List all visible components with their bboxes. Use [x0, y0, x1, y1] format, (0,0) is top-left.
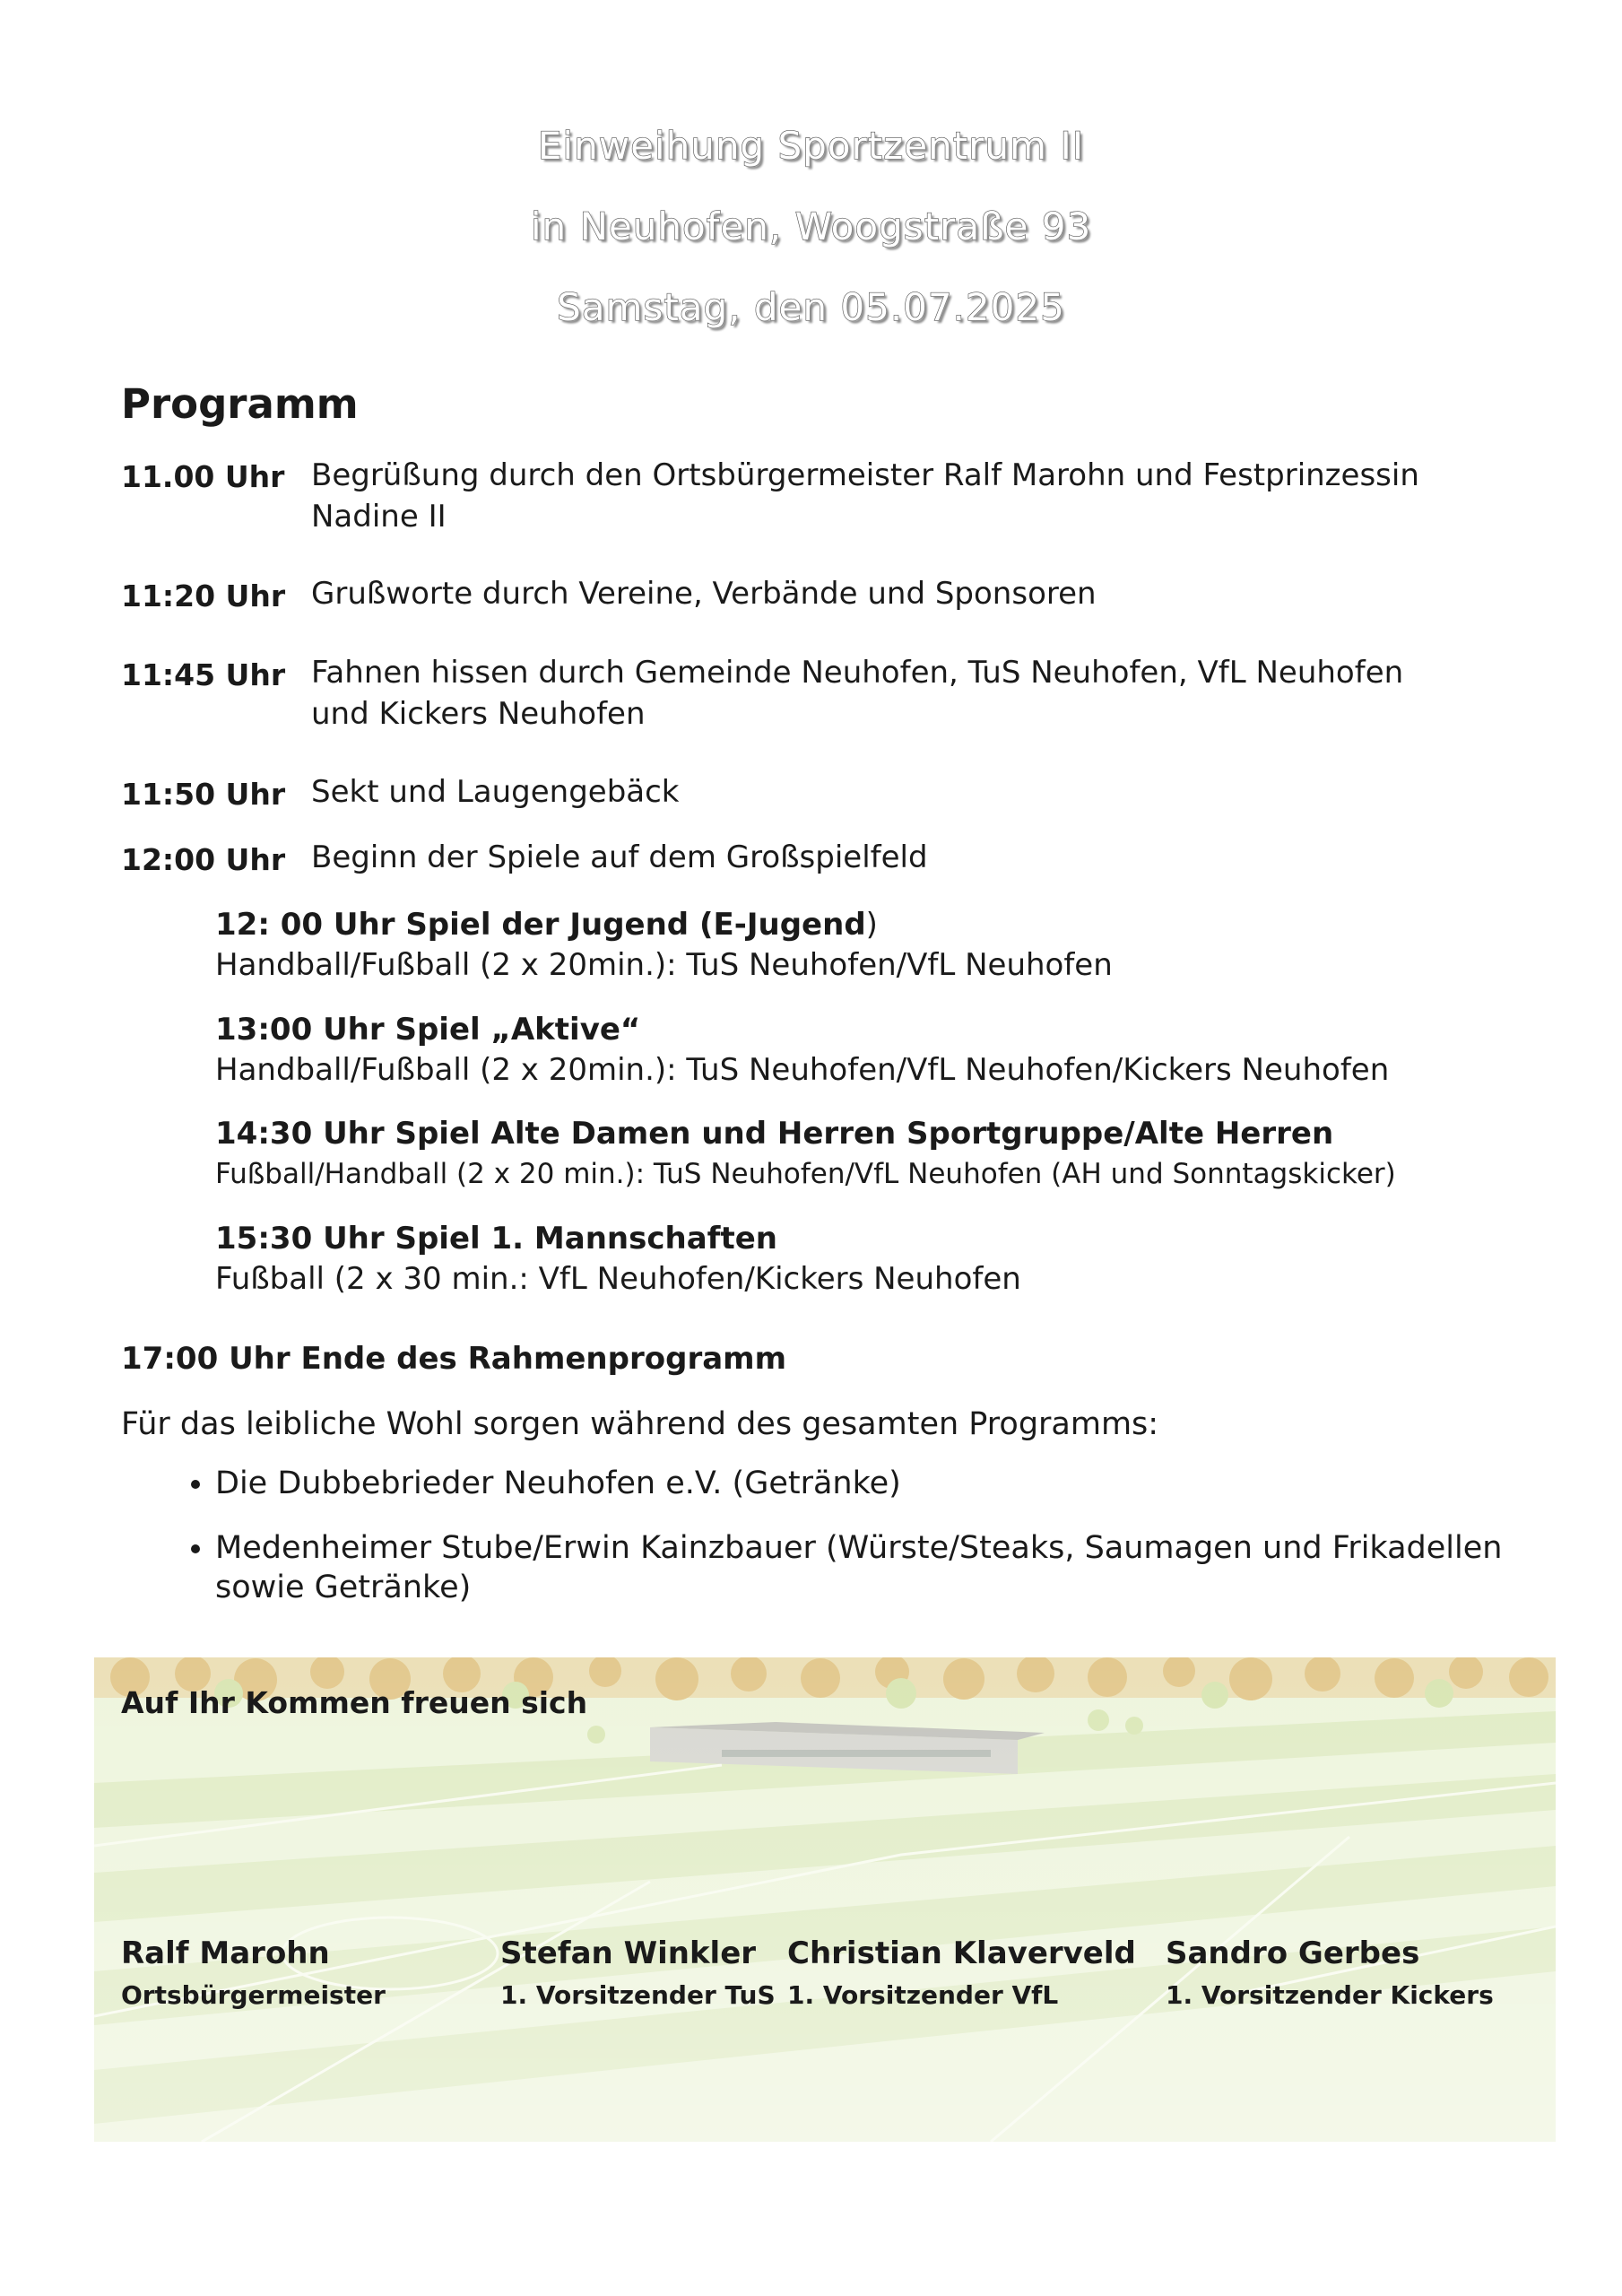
sports-field-illustration [94, 1657, 1556, 2142]
game-detail: Handball/Fußball (2 x 20min.): TuS Neuhofen/VfL Neuhofen/Kickers Neuhofen [215, 1052, 1390, 1088]
catering-list [166, 1464, 1587, 1632]
program-text: Grußworte durch Vereine, Verbände und Sponsoren [311, 576, 1097, 612]
event-location: in Neuhofen, Woogstraße 93 [530, 204, 1092, 248]
game-title-bold: 12: 00 Uhr Spiel der Jugend (E-Jugend [215, 907, 866, 943]
game-title: 15:30 Uhr Spiel 1. Mannschaften [215, 1221, 777, 1257]
event-title: Einweihung Sportzentrum II [537, 124, 1085, 168]
signatory-role: 1. Vorsitzender Kickers [1166, 1980, 1494, 2010]
game-title-tail: ) [865, 907, 878, 943]
game-entry [215, 904, 1542, 985]
program-time: 12:00 Uhr [121, 842, 286, 877]
program-time: 11:45 Uhr [121, 657, 286, 692]
program-text: Fahnen hissen durch Gemeinde Neuhofen, TuS Neuhofen, VfL Neuhofen und Kickers Neuhofen [311, 655, 1404, 732]
game-entry [215, 1113, 1542, 1194]
program-time: 11:20 Uhr [121, 578, 286, 613]
signatory [500, 1935, 776, 2010]
welcome-text: Auf Ihr Kommen freuen sich [121, 1685, 588, 1720]
signatory [121, 1935, 386, 2010]
signatory [1166, 1935, 1494, 2010]
list-item: • Medenheimer Stube/Erwin Kainzbauer (Würste/Steaks, Saumagen und Frikadellen sowie Getränke) [215, 1528, 1587, 1607]
game-title [215, 904, 1542, 945]
signatory-role: Ortsbürgermeister [121, 1980, 386, 2010]
game-detail: Handball/Fußball (2 x 20min.): TuS Neuhofen/VfL Neuhofen [215, 947, 1113, 983]
game-detail: Fußball/Handball (2 x 20 min.): TuS Neuhofen/VfL Neuhofen (AH und Sonntagskicker) [215, 1158, 1396, 1190]
list-item: • Die Dubbebrieder Neuhofen e.V. (Getränke) [215, 1464, 1587, 1503]
signatory-name: Christian Klaverveld [787, 1935, 1136, 1971]
signatory-name: Sandro Gerbes [1166, 1935, 1420, 1971]
program-text: Begrüßung durch den Ortsbürgermeister Ralf Marohn und Festprinzessin Nadine II [311, 457, 1419, 535]
signatory [787, 1935, 1136, 2010]
program-text: Beginn der Spiele auf dem Großspielfeld [311, 839, 928, 875]
game-entry [215, 1218, 1542, 1299]
program-text: Sekt und Laugengebäck [311, 774, 680, 810]
program-time: 11:50 Uhr [121, 777, 286, 812]
game-detail: Fußball (2 x 30 min.: VfL Neuhofen/Kickers Neuhofen [215, 1261, 1021, 1297]
signatory-role: 1. Vorsitzender VfL [787, 1980, 1059, 2010]
game-title: 14:30 Uhr Spiel Alte Damen und Herren Sportgruppe/Alte Herren [215, 1116, 1334, 1152]
game-entry [215, 1009, 1542, 1090]
catering-intro: Für das leibliche Wohl sorgen während des gesamten Programms: [121, 1406, 1159, 1442]
signatory-role: 1. Vorsitzender TuS [500, 1980, 776, 2010]
signatory-name: Stefan Winkler [500, 1935, 757, 1971]
program-time: 11.00 Uhr [121, 459, 285, 494]
program-heading: Programm [121, 380, 359, 428]
program-end: 17:00 Uhr Ende des Rahmenprogramm [121, 1341, 787, 1377]
event-date: Samstag, den 05.07.2025 [557, 285, 1065, 329]
signatory-name: Ralf Marohn [121, 1935, 330, 1971]
game-title: 13:00 Uhr Spiel „Aktive“ [215, 1012, 641, 1048]
